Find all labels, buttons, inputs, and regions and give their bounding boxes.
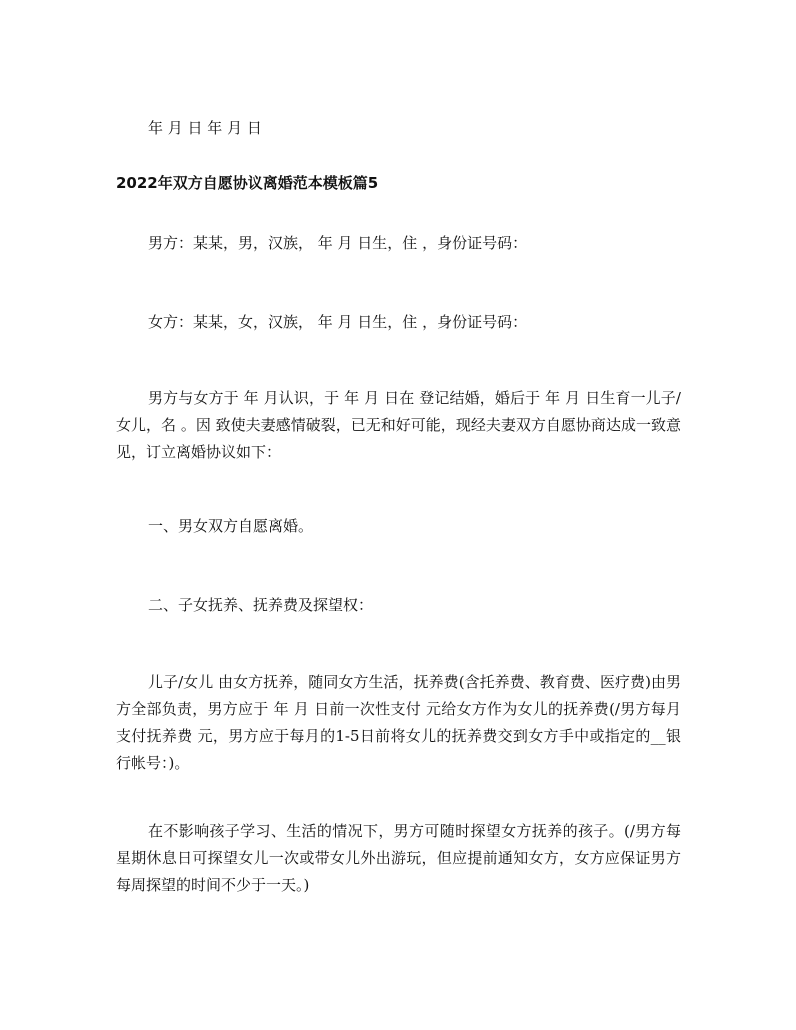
intro-paragraph: 男方与女方于 年 月认识，于 年 月 日在 登记结婚，婚后于 年 月 日生育一儿子/女儿，名 。因 致使夫妻感情破裂，已无和好可能，现经夫妻双方自愿协商达成一致意见，订立离婚协议如下： <box>116 389 681 461</box>
male-party-line: 男方：某某，男，汉族， 年 月 日生，住 ，身份证号码： <box>148 234 528 252</box>
visitation-paragraph: 在不影响孩子学习、生活的情况下，男方可随时探望女方抚养的孩子。(/男方每星期休息日可探望女儿一次或带女儿外出游玩，但应提前通知女方，女方应保证男方每周探望的时间不少于一天。) <box>116 822 681 894</box>
female-party-line: 女方：某某，女，汉族， 年 月 日生，住 ，身份证号码： <box>148 313 528 331</box>
clause-two: 二、子女抚养、抚养费及探望权： <box>148 596 374 614</box>
clause-one: 一、男女双方自愿离婚。 <box>148 517 314 535</box>
custody-paragraph: 儿子/女儿 由女方抚养，随同女方生活，抚养费(含托养费、教育费、医疗费)由男方全部负责，男方应于 年 月 日前一次性支付 元给女方作为女儿的抚养费(/男方每月支付抚养费 元，男方应于每月的1-5日前将女儿的抚养费交到女方手中或指定的__银行帐号：)。 <box>116 673 681 772</box>
document-title: 2022年双方自愿协议离婚范本模板篇5 <box>116 174 379 192</box>
signature-date-line: 年 月 日 年 月 日 <box>148 119 262 137</box>
